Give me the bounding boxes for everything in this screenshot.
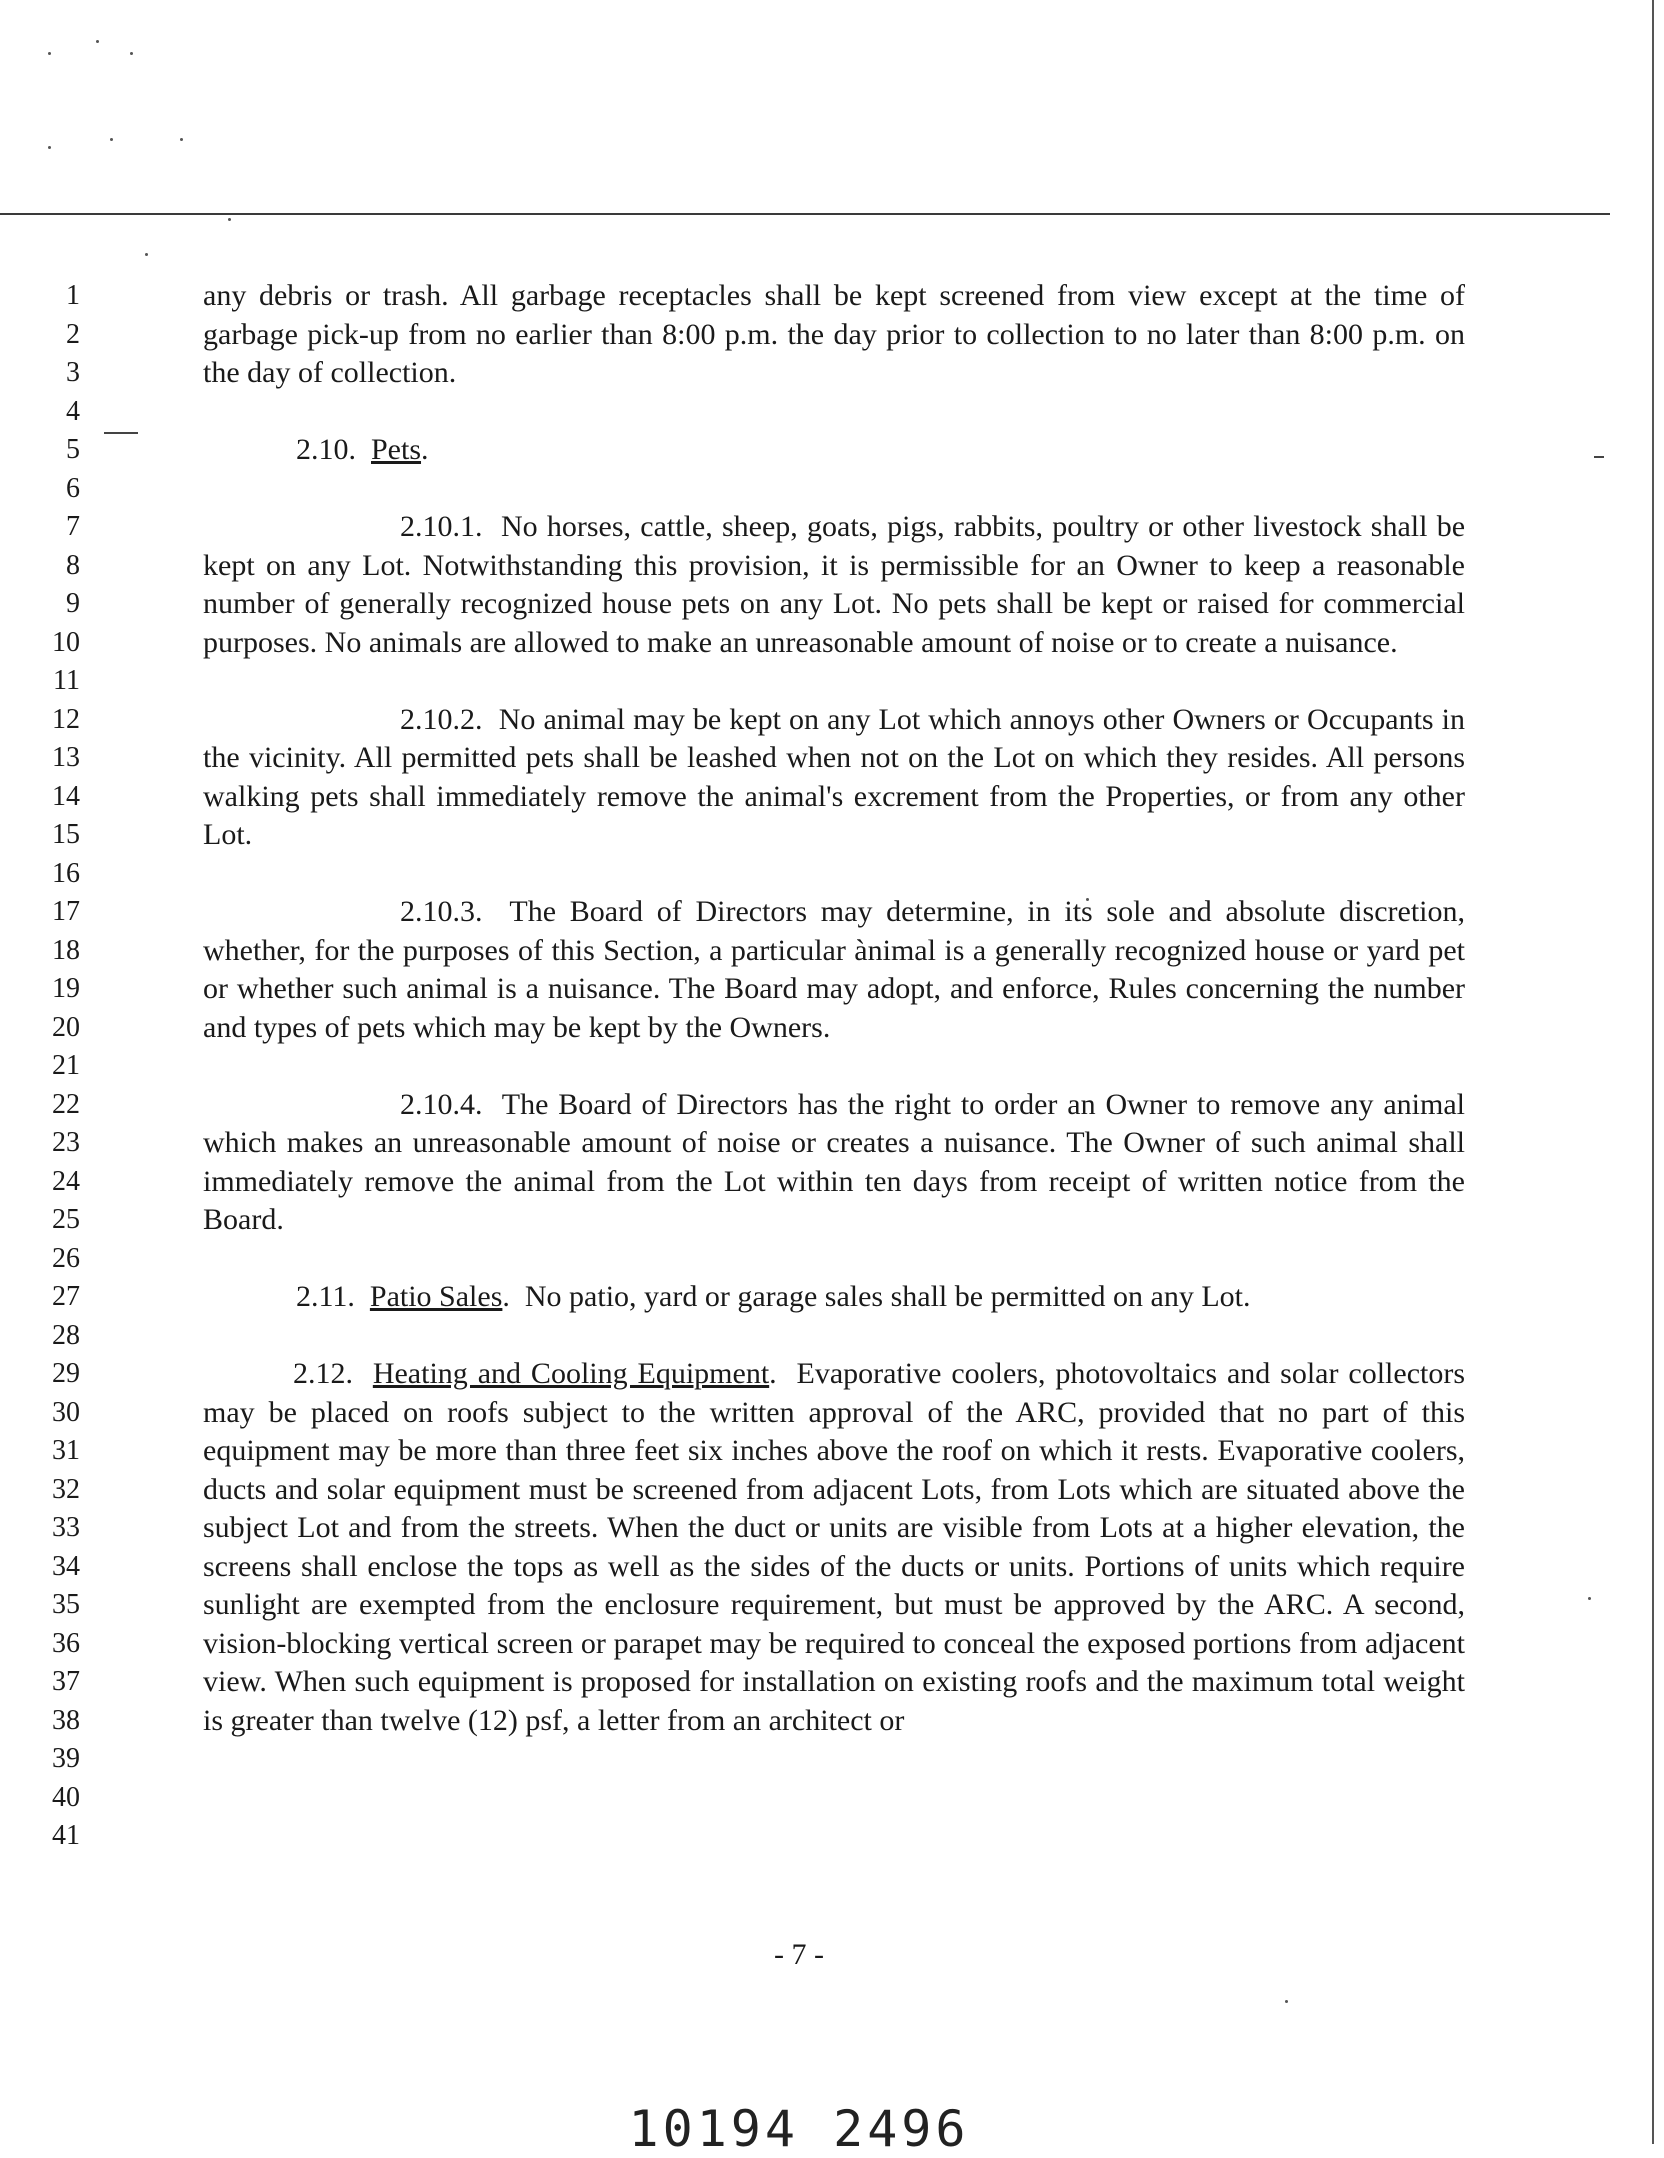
margin-dash-mark bbox=[1594, 456, 1604, 458]
section-number: 2.10.3. bbox=[400, 895, 483, 928]
line-number: 16 bbox=[52, 857, 80, 889]
line-number: 41 bbox=[52, 1820, 80, 1851]
line-number-column bbox=[0, 277, 80, 1856]
line-number: 2 bbox=[66, 318, 80, 350]
page-edge bbox=[1652, 0, 1654, 2144]
section-number: 2.10. bbox=[296, 433, 356, 466]
line-number: 39 bbox=[52, 1743, 80, 1774]
line-number: 27 bbox=[52, 1281, 80, 1312]
line-number: 8 bbox=[66, 549, 80, 581]
line-number: 14 bbox=[52, 780, 80, 812]
line-number: 30 bbox=[52, 1396, 80, 1428]
scan-speck bbox=[1588, 1597, 1591, 1600]
line-number: 32 bbox=[52, 1473, 80, 1505]
line-number: 9 bbox=[66, 588, 80, 619]
line-number: 24 bbox=[52, 1165, 80, 1197]
line-number: 17 bbox=[52, 896, 80, 927]
scan-speck bbox=[96, 40, 99, 43]
line-number: 29 bbox=[52, 1358, 80, 1389]
section-number: 2.10.2. bbox=[400, 702, 483, 736]
paragraph-2-10-2 bbox=[203, 701, 1465, 855]
line-number: 34 bbox=[52, 1550, 80, 1582]
line-number: 11 bbox=[53, 665, 80, 696]
line-number: 26 bbox=[52, 1242, 80, 1274]
scan-speck bbox=[228, 218, 231, 221]
line-number: 23 bbox=[52, 1127, 80, 1158]
paragraph-text: No horses, cattle, sheep, goats, pigs, rabbits, poultry or other livestock shall be kept on any Lot. Notwithstanding this provision, it is permissible for an Owner to keep a reasonable number of generally recognized house pets on any Lot. No pets shall be kept or raised for commercial purposes. No animals are allowed to make an unreasonable amount of noise or to create a nuisance. bbox=[203, 510, 1466, 659]
line-number: 6 bbox=[66, 472, 80, 504]
line-number: 13 bbox=[52, 742, 80, 773]
paragraph-2-10-1 bbox=[203, 508, 1465, 662]
section-heating-cooling: 2.12. Heating and Cooling Equipment. Evaporative coolers, photovoltaics and solar collectors may be placed on roofs subject to the written approval of the ARC, provided that no part of this equipment may be more than three feet six inches above the roof on which it rests. Evaporative coolers, ducts and solar equipment must be screened from adjacent Lots, from Lots which are situated above the subject Lot and from the streets. When the duct or units are visible from Lots at a higher elevation, the screens shall enclose the tops as well as the sides of the ducts or units. Portions of units which require sunlight are exempted from the enclosure requirement, but must be approved by the ARC. A second, vision-blocking vertical screen or parapet may be required to conceal the exposed portions from adjacent view. When such equipment is proposed for installation on existing roofs and the maximum total weight is greater than twelve (12) psf, a letter from an architect or bbox=[203, 1357, 1466, 1737]
line-number: 31 bbox=[52, 1435, 80, 1466]
line-number: 35 bbox=[52, 1589, 80, 1620]
line-number: 20 bbox=[52, 1011, 80, 1043]
scan-speck bbox=[130, 52, 133, 55]
scan-speck bbox=[48, 52, 51, 55]
line-number: 15 bbox=[52, 819, 80, 850]
scan-speck bbox=[110, 138, 113, 141]
section-number: 2.10.4. bbox=[400, 1087, 483, 1121]
line-number: 38 bbox=[52, 1704, 80, 1736]
scan-speck bbox=[180, 138, 183, 141]
scan-speck bbox=[1285, 2000, 1288, 2003]
section-title: Patio Sales bbox=[369, 1280, 503, 1313]
line-number: 7 bbox=[66, 511, 80, 542]
line-number: 4 bbox=[66, 395, 80, 427]
section-number: 2.10.1. bbox=[400, 510, 483, 543]
line-number: 5 bbox=[66, 434, 80, 465]
line-number: 1 bbox=[66, 280, 80, 311]
line-number: 12 bbox=[52, 703, 80, 735]
paragraph-text: The Board of Directors has the right to order an Owner to remove any animal which makes an unreasonable amount of noise or creates a nuisance. The Owner of such animal shall immediately remove the animal from the Lot within ten days from receipt of written notice from the Board. bbox=[203, 1087, 1465, 1236]
section-number: 2.11. bbox=[296, 1280, 355, 1313]
line-number: 25 bbox=[52, 1204, 80, 1235]
line-number: 28 bbox=[52, 1319, 80, 1351]
line-number: 18 bbox=[52, 934, 80, 966]
line-number: 19 bbox=[52, 973, 80, 1004]
scan-speck bbox=[145, 253, 148, 256]
line-number: 21 bbox=[52, 1050, 80, 1081]
section-title: Heating and Cooling Equipment bbox=[372, 1357, 770, 1390]
scan-speck bbox=[48, 146, 51, 149]
page-number: - 7 - bbox=[774, 1938, 824, 1971]
paragraph-text: No animal may be kept on any Lot which annoys other Owners or Occupants in the vicinity. All permitted pets shall be leashed when not on the Lot on which they resides. All persons walking pets shall immediately remove the animal's excrement from the Properties, or from any other Lot. bbox=[203, 702, 1465, 851]
header-rule bbox=[0, 213, 1610, 215]
margin-dash-mark bbox=[104, 432, 138, 434]
paragraph-text: Evaporative coolers, photovoltaics and solar collectors may be placed on roofs subject to the written approval of the ARC, provided that no part of this equipment may be more than three feet six inches above the roof on which it rests. Evaporative coolers, ducts and solar equipment must be screened from adjacent Lots, from Lots which are situated above the subject Lot and from the streets. When the duct or units are visible from Lots at a higher elevation, the screens shall enclose the tops as well as the sides of the ducts or units. Portions of units which require sunlight are exempted from the enclosure requirement, but must be approved by the ARC. A second, vision-blocking vertical screen or parapet may be required to conceal the exposed portions from adjacent view. When such equipment is proposed for installation on existing roofs and the maximum total weight is greater than twelve (12) psf, a letter from an architect or bbox=[203, 1357, 1466, 1737]
recording-number: 10194 2496 bbox=[628, 2100, 970, 2158]
paragraph-2-10-4 bbox=[203, 1086, 1465, 1240]
paragraph-text: No patio, yard or garage sales shall be permitted on any Lot. bbox=[524, 1280, 1251, 1313]
line-number: 33 bbox=[52, 1512, 80, 1543]
section-number: 2.12. bbox=[293, 1357, 353, 1390]
section-heading-pets: 2.10. Pets. bbox=[296, 433, 429, 466]
paragraph-2-10-3 bbox=[203, 893, 1465, 1047]
section-patio-sales: 2.11. Patio Sales. No patio, yard or garage sales shall be permitted on any Lot. bbox=[296, 1280, 1251, 1313]
line-number: 36 bbox=[52, 1627, 80, 1659]
paragraph-text: The Board of Directors may determine, in its sole and absolute discretion, whether, for the purposes of this Section, a particular ànimal is a generally recognized house or yard pet or whether such animal is a nuisance. The Board may adopt, and enforce, Rules concerning the number and types of pets which may be kept by the Owners. bbox=[203, 895, 1465, 1044]
line-number: 37 bbox=[52, 1666, 80, 1697]
line-number: 40 bbox=[52, 1781, 80, 1813]
line-number: 22 bbox=[52, 1088, 80, 1120]
section-title: Pets bbox=[371, 433, 422, 466]
line-number: 10 bbox=[52, 626, 80, 658]
line-number: 3 bbox=[66, 357, 80, 388]
document-body bbox=[203, 277, 1465, 1740]
paragraph-garbage: any debris or trash. All garbage receptacles shall be kept screened from view except at the time of garbage pick-up from no earlier than 8:00 p.m. the day prior to collection to no later than 8:00 p.m. on the day of collection. bbox=[203, 279, 1465, 389]
